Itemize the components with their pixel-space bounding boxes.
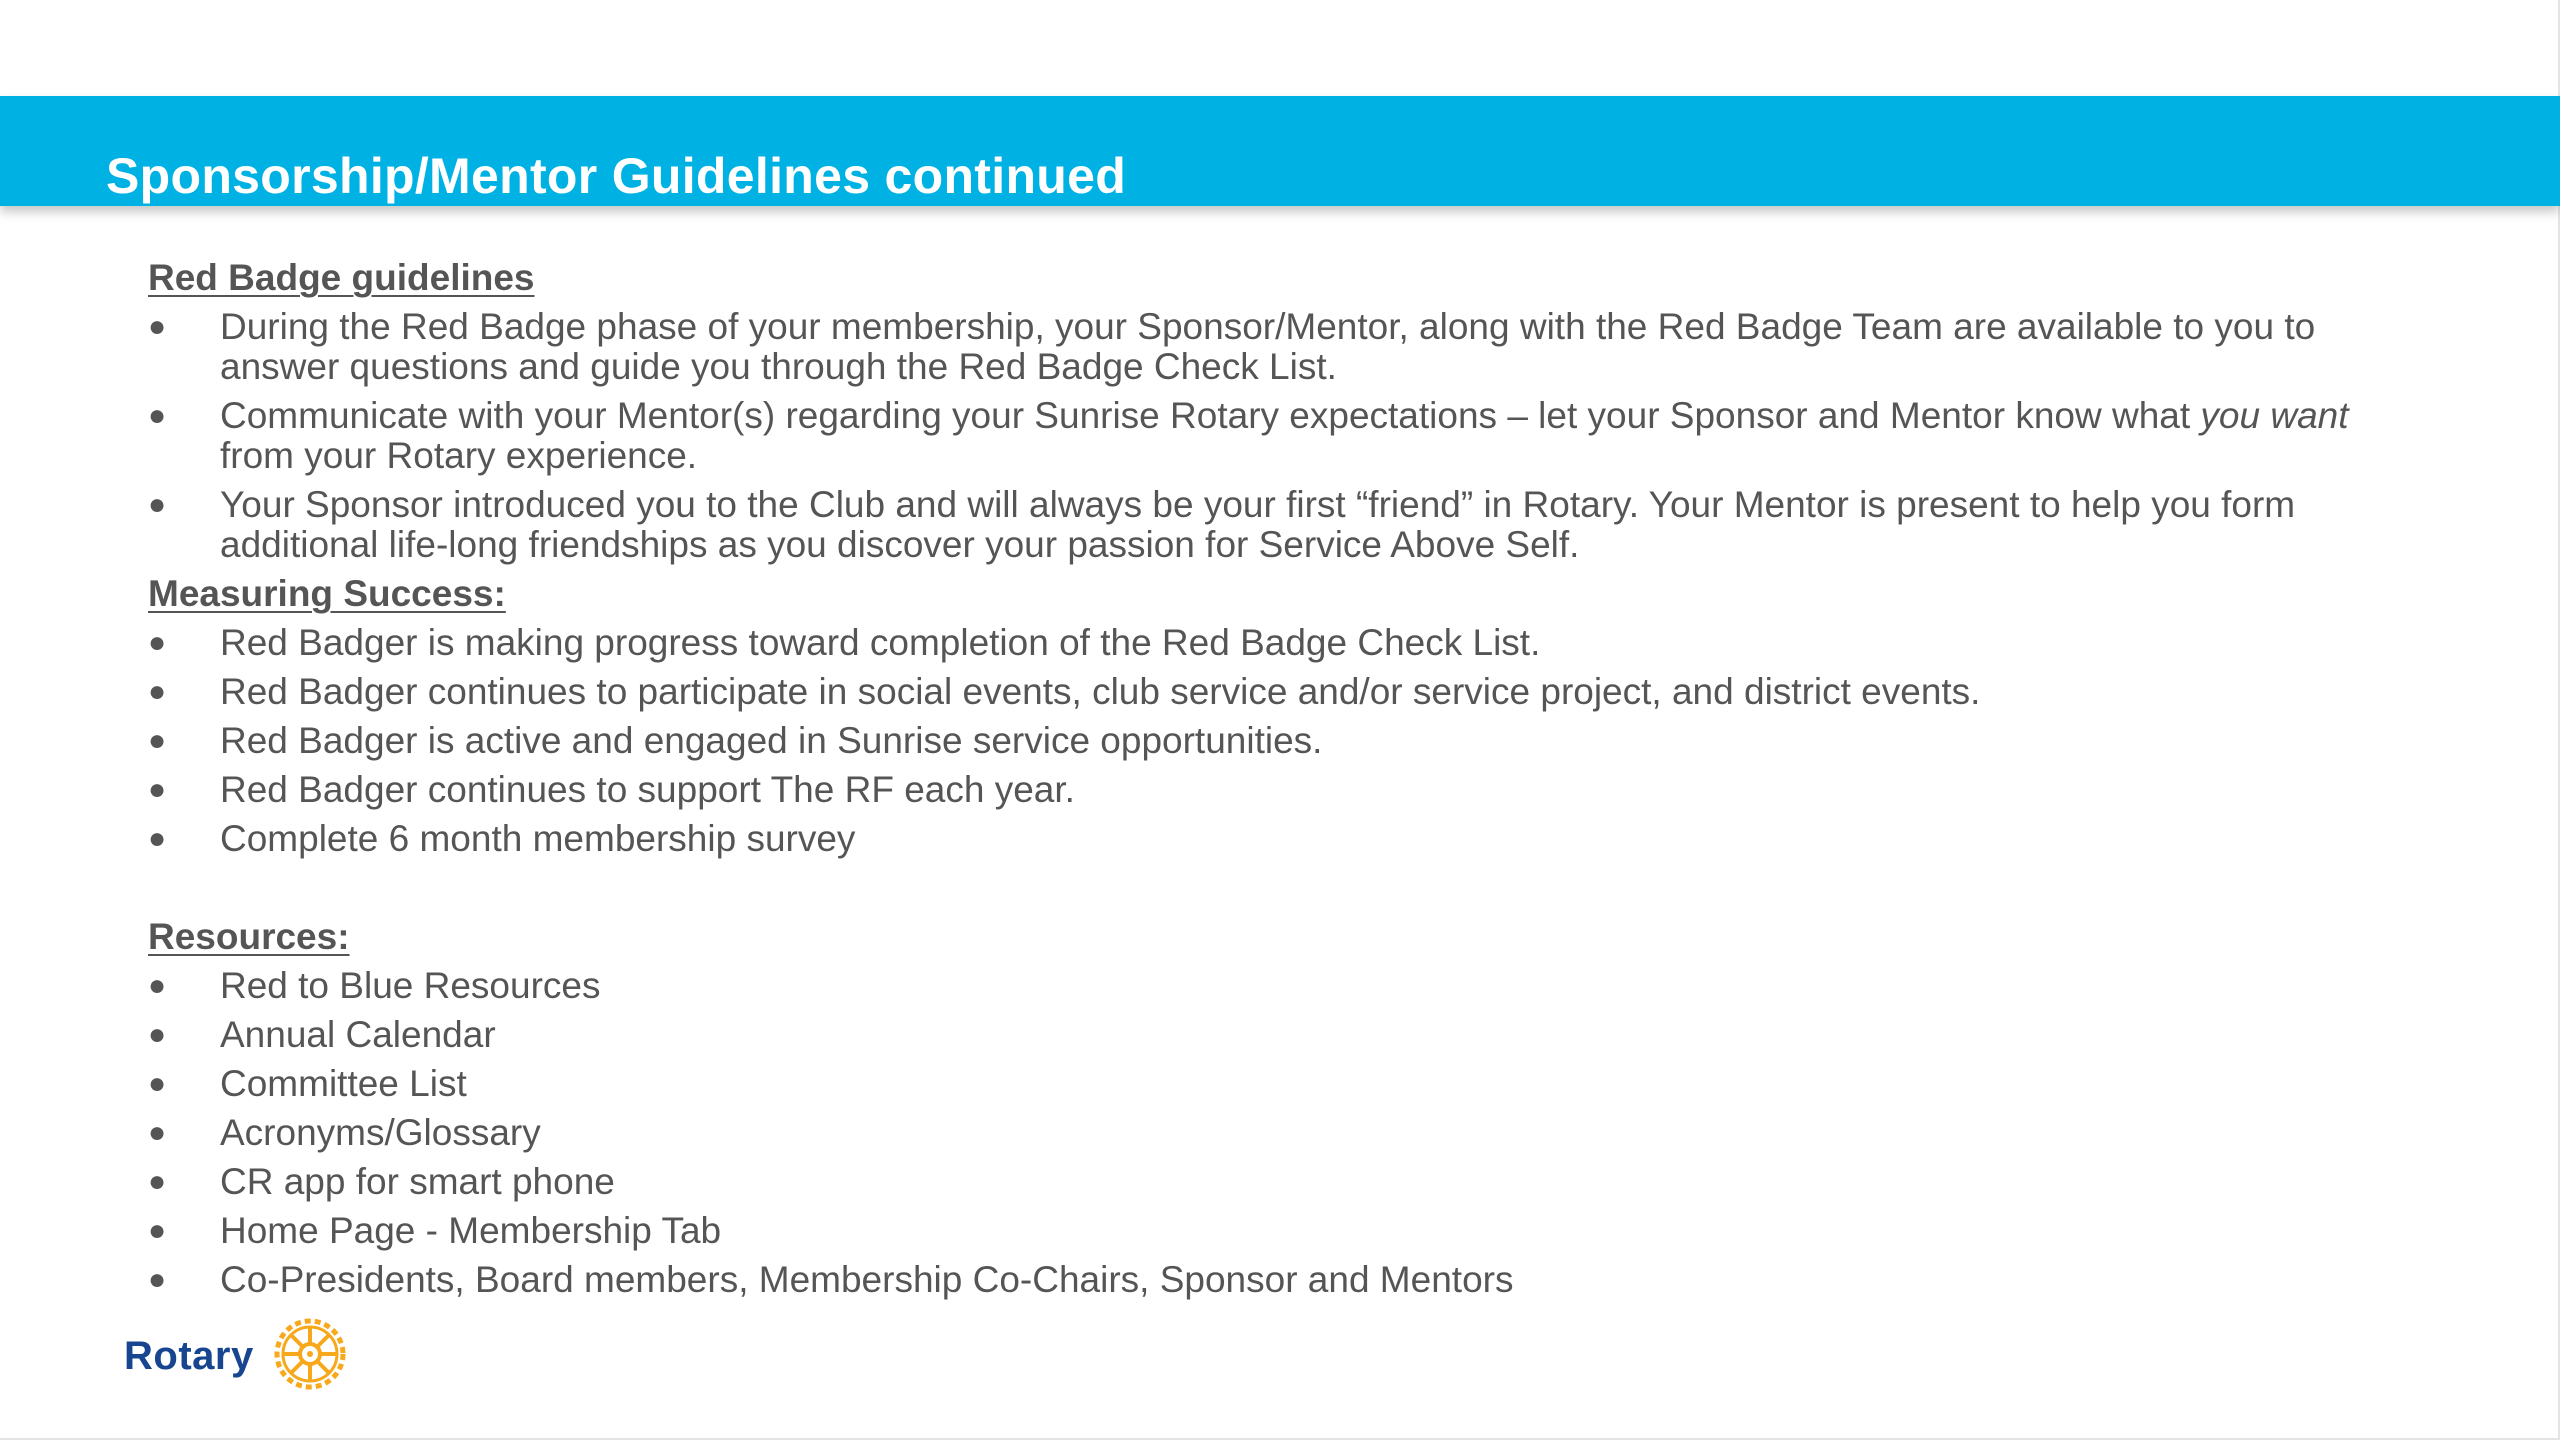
list-item [148, 1260, 2388, 1300]
list-item [148, 721, 2388, 761]
list-item [148, 672, 2388, 712]
list-item [148, 1113, 2388, 1153]
bullet-icon: ● [148, 310, 167, 343]
spacer [148, 868, 2388, 917]
slide-content [148, 258, 2388, 1309]
bullet-icon: ● [148, 822, 167, 855]
list-item-text: Your Sponsor introduced you to the Club and will always be your first “friend” in Rotary. Your Mentor is present to help you form additional life-long friendships as you discover your passion for Service Above Self. [220, 484, 2296, 565]
bullet-icon: ● [148, 1214, 167, 1247]
list-item [148, 396, 2388, 476]
list-item-text: Red Badger continues to participate in social events, club service and/or service project, and district events. [220, 671, 1981, 712]
bullet-icon: ● [148, 773, 167, 806]
slide-title: Sponsorship/Mentor Guidelines continued [106, 148, 1127, 204]
rotary-logo [124, 1316, 358, 1396]
list-item [148, 966, 2388, 1006]
list-item [148, 1162, 2388, 1202]
list-item [148, 307, 2388, 387]
list-item-text-before: Communicate with your Mentor(s) regarding your Sunrise Rotary expectations – let your Sponsor and Mentor know what [220, 395, 2201, 436]
resources-heading: Resources: [148, 916, 350, 957]
bullet-icon: ● [148, 399, 167, 432]
bullet-icon: ● [148, 1018, 167, 1051]
list-item-text: CR app for smart phone [220, 1161, 615, 1202]
list-item [148, 1015, 2388, 1055]
list-item [148, 485, 2388, 565]
bullet-icon: ● [148, 1116, 167, 1149]
list-item-text: Red to Blue Resources [220, 965, 601, 1006]
rotary-wheel-icon [262, 1315, 358, 1398]
list-item-text: Red Badger is making progress toward completion of the Red Badge Check List. [220, 622, 1541, 663]
list-item-text: Acronyms/Glossary [220, 1112, 541, 1153]
list-item [148, 819, 2388, 859]
list-item [148, 1211, 2388, 1251]
list-item-text: Committee List [220, 1063, 467, 1104]
list-item-text: Co-Presidents, Board members, Membership Co-Chairs, Sponsor and Mentors [220, 1259, 1514, 1300]
list-item-text: Complete 6 month membership survey [220, 818, 856, 859]
resources-list [148, 966, 2388, 1300]
bullet-icon: ● [148, 969, 167, 1002]
bullet-icon: ● [148, 1263, 167, 1296]
measuring-success-heading: Measuring Success: [148, 573, 506, 614]
bullet-icon: ● [148, 1165, 167, 1198]
list-item-text: Home Page - Membership Tab [220, 1210, 722, 1251]
bullet-icon: ● [148, 1067, 167, 1100]
list-item-emphasis: you want [2200, 395, 2349, 436]
list-item-text-after: from your Rotary experience. [220, 435, 698, 476]
list-item [148, 770, 2388, 810]
logo-text: Rotary [124, 1333, 254, 1378]
bullet-icon: ● [148, 488, 167, 521]
list-item-text: Annual Calendar [220, 1014, 496, 1055]
list-item-text: Red Badger is active and engaged in Sunrise service opportunities. [220, 720, 1323, 761]
bullet-icon: ● [148, 626, 167, 659]
red-badge-list [148, 307, 2388, 565]
bullet-icon: ● [148, 675, 167, 708]
bullet-icon: ● [148, 724, 167, 757]
list-item-text: During the Red Badge phase of your membership, your Sponsor/Mentor, along with the Red Badge Team are available to you to answer questions and guide you through the Red Badge Check List. [220, 306, 2316, 387]
list-item [148, 623, 2388, 663]
list-item [148, 1064, 2388, 1104]
measuring-success-list [148, 623, 2388, 859]
red-badge-heading: Red Badge guidelines [148, 257, 535, 298]
list-item-text: Red Badger continues to support The RF each year. [220, 769, 1075, 810]
